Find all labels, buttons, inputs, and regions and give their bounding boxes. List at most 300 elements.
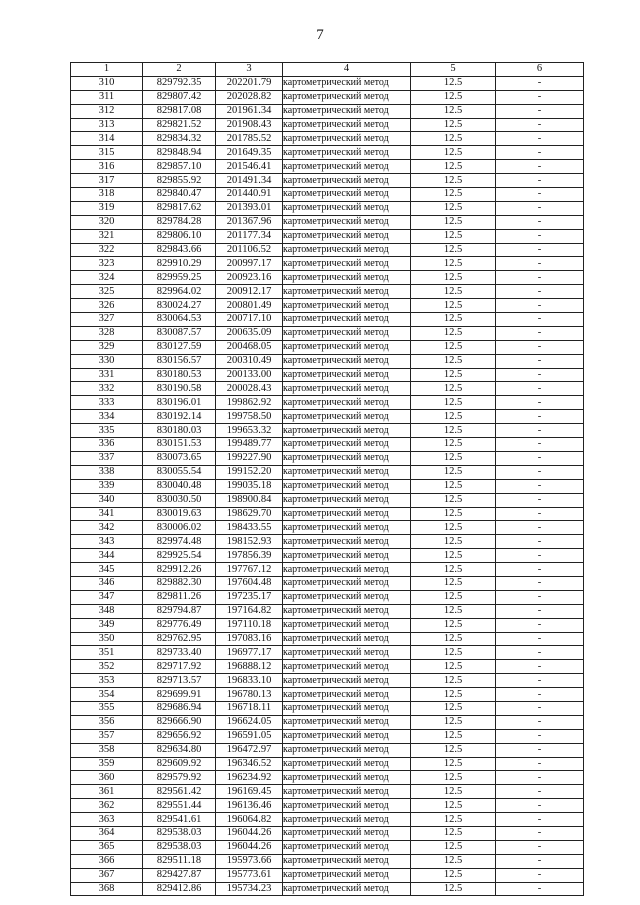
point-number-cell: 317 xyxy=(71,174,143,188)
table-row xyxy=(71,160,584,174)
y-coordinate-cell: 201440.91 xyxy=(216,188,283,202)
x-coordinate-cell: 829686.94 xyxy=(143,701,216,715)
x-coordinate-cell: 830073.65 xyxy=(143,451,216,465)
column-header: 1 xyxy=(71,63,143,77)
point-number-cell: 324 xyxy=(71,271,143,285)
x-coordinate-cell: 829811.26 xyxy=(143,590,216,604)
note-cell: - xyxy=(496,340,584,354)
table-row xyxy=(71,507,584,521)
note-cell: - xyxy=(496,729,584,743)
point-number-cell: 351 xyxy=(71,646,143,660)
x-coordinate-cell: 829855.92 xyxy=(143,174,216,188)
table-row xyxy=(71,410,584,424)
accuracy-cell: 12.5 xyxy=(411,76,496,90)
y-coordinate-cell: 201177.34 xyxy=(216,229,283,243)
note-cell: - xyxy=(496,271,584,285)
point-number-cell: 319 xyxy=(71,201,143,215)
point-number-cell: 344 xyxy=(71,549,143,563)
y-coordinate-cell: 197110.18 xyxy=(216,618,283,632)
note-cell: - xyxy=(496,840,584,854)
note-cell: - xyxy=(496,493,584,507)
method-cell: картометрический метод xyxy=(283,854,411,868)
accuracy-cell: 12.5 xyxy=(411,215,496,229)
x-coordinate-cell: 829538.03 xyxy=(143,840,216,854)
table-row xyxy=(71,424,584,438)
note-cell: - xyxy=(496,632,584,646)
x-coordinate-cell: 829807.42 xyxy=(143,90,216,104)
note-cell: - xyxy=(496,507,584,521)
accuracy-cell: 12.5 xyxy=(411,118,496,132)
method-cell: картометрический метод xyxy=(283,76,411,90)
accuracy-cell: 12.5 xyxy=(411,271,496,285)
accuracy-cell: 12.5 xyxy=(411,660,496,674)
x-coordinate-cell: 829857.10 xyxy=(143,160,216,174)
accuracy-cell: 12.5 xyxy=(411,368,496,382)
point-number-cell: 343 xyxy=(71,535,143,549)
method-cell: картометрический метод xyxy=(283,799,411,813)
accuracy-cell: 12.5 xyxy=(411,507,496,521)
accuracy-cell: 12.5 xyxy=(411,465,496,479)
x-coordinate-cell: 830180.03 xyxy=(143,424,216,438)
column-header: 5 xyxy=(411,63,496,77)
y-coordinate-cell: 196472.97 xyxy=(216,743,283,757)
point-number-cell: 314 xyxy=(71,132,143,146)
note-cell: - xyxy=(496,118,584,132)
x-coordinate-cell: 829733.40 xyxy=(143,646,216,660)
y-coordinate-cell: 199862.92 xyxy=(216,396,283,410)
accuracy-cell: 12.5 xyxy=(411,479,496,493)
accuracy-cell: 12.5 xyxy=(411,132,496,146)
point-number-cell: 327 xyxy=(71,313,143,327)
point-number-cell: 345 xyxy=(71,563,143,577)
y-coordinate-cell: 198433.55 xyxy=(216,521,283,535)
method-cell: картометрический метод xyxy=(283,326,411,340)
point-number-cell: 356 xyxy=(71,715,143,729)
table-row xyxy=(71,785,584,799)
table-row xyxy=(71,257,584,271)
y-coordinate-cell: 196044.26 xyxy=(216,826,283,840)
table-row xyxy=(71,368,584,382)
note-cell: - xyxy=(496,104,584,118)
x-coordinate-cell: 829792.35 xyxy=(143,76,216,90)
y-coordinate-cell: 200997.17 xyxy=(216,257,283,271)
note-cell: - xyxy=(496,535,584,549)
y-coordinate-cell: 199152.20 xyxy=(216,465,283,479)
table-row xyxy=(71,521,584,535)
method-cell: картометрический метод xyxy=(283,160,411,174)
note-cell: - xyxy=(496,882,584,896)
accuracy-cell: 12.5 xyxy=(411,688,496,702)
point-number-cell: 365 xyxy=(71,840,143,854)
y-coordinate-cell: 196044.26 xyxy=(216,840,283,854)
y-coordinate-cell: 201649.35 xyxy=(216,146,283,160)
y-coordinate-cell: 199227.90 xyxy=(216,451,283,465)
accuracy-cell: 12.5 xyxy=(411,243,496,257)
accuracy-cell: 12.5 xyxy=(411,188,496,202)
table-row xyxy=(71,813,584,827)
accuracy-cell: 12.5 xyxy=(411,340,496,354)
method-cell: картометрический метод xyxy=(283,674,411,688)
y-coordinate-cell: 196591.05 xyxy=(216,729,283,743)
accuracy-cell: 12.5 xyxy=(411,618,496,632)
point-number-cell: 321 xyxy=(71,229,143,243)
point-number-cell: 367 xyxy=(71,868,143,882)
point-number-cell: 358 xyxy=(71,743,143,757)
point-number-cell: 320 xyxy=(71,215,143,229)
method-cell: картометрический метод xyxy=(283,215,411,229)
table-row xyxy=(71,646,584,660)
method-cell: картометрический метод xyxy=(283,368,411,382)
column-header: 4 xyxy=(283,63,411,77)
column-header: 3 xyxy=(216,63,283,77)
note-cell: - xyxy=(496,757,584,771)
method-cell: картометрический метод xyxy=(283,785,411,799)
point-number-cell: 330 xyxy=(71,354,143,368)
point-number-cell: 310 xyxy=(71,76,143,90)
accuracy-cell: 12.5 xyxy=(411,326,496,340)
table-body xyxy=(71,76,584,896)
method-cell: картометрический метод xyxy=(283,729,411,743)
accuracy-cell: 12.5 xyxy=(411,160,496,174)
point-number-cell: 340 xyxy=(71,493,143,507)
method-cell: картометрический метод xyxy=(283,757,411,771)
table-row xyxy=(71,826,584,840)
note-cell: - xyxy=(496,215,584,229)
note-cell: - xyxy=(496,313,584,327)
point-number-cell: 346 xyxy=(71,576,143,590)
x-coordinate-cell: 830127.59 xyxy=(143,340,216,354)
table-row xyxy=(71,604,584,618)
y-coordinate-cell: 197767.12 xyxy=(216,563,283,577)
x-coordinate-cell: 829699.91 xyxy=(143,688,216,702)
note-cell: - xyxy=(496,771,584,785)
method-cell: картометрический метод xyxy=(283,563,411,577)
accuracy-cell: 12.5 xyxy=(411,715,496,729)
table-row xyxy=(71,729,584,743)
method-cell: картометрический метод xyxy=(283,354,411,368)
table-row xyxy=(71,549,584,563)
table-row xyxy=(71,326,584,340)
point-number-cell: 323 xyxy=(71,257,143,271)
table-row xyxy=(71,132,584,146)
point-number-cell: 350 xyxy=(71,632,143,646)
method-cell: картометрический метод xyxy=(283,229,411,243)
note-cell: - xyxy=(496,618,584,632)
method-cell: картометрический метод xyxy=(283,604,411,618)
x-coordinate-cell: 829666.90 xyxy=(143,715,216,729)
x-coordinate-cell: 829776.49 xyxy=(143,618,216,632)
note-cell: - xyxy=(496,451,584,465)
note-cell: - xyxy=(496,76,584,90)
x-coordinate-cell: 829579.92 xyxy=(143,771,216,785)
note-cell: - xyxy=(496,674,584,688)
table-row xyxy=(71,340,584,354)
y-coordinate-cell: 200468.05 xyxy=(216,340,283,354)
method-cell: картометрический метод xyxy=(283,396,411,410)
accuracy-cell: 12.5 xyxy=(411,354,496,368)
point-number-cell: 355 xyxy=(71,701,143,715)
method-cell: картометрический метод xyxy=(283,313,411,327)
y-coordinate-cell: 199035.18 xyxy=(216,479,283,493)
x-coordinate-cell: 829834.32 xyxy=(143,132,216,146)
accuracy-cell: 12.5 xyxy=(411,424,496,438)
y-coordinate-cell: 195773.61 xyxy=(216,868,283,882)
accuracy-cell: 12.5 xyxy=(411,840,496,854)
method-cell: картометрический метод xyxy=(283,771,411,785)
method-cell: картометрический метод xyxy=(283,826,411,840)
table-row xyxy=(71,285,584,299)
note-cell: - xyxy=(496,368,584,382)
y-coordinate-cell: 200635.09 xyxy=(216,326,283,340)
accuracy-cell: 12.5 xyxy=(411,535,496,549)
accuracy-cell: 12.5 xyxy=(411,674,496,688)
note-cell: - xyxy=(496,188,584,202)
column-header: 2 xyxy=(143,63,216,77)
table-row xyxy=(71,688,584,702)
y-coordinate-cell: 197604.48 xyxy=(216,576,283,590)
method-cell: картометрический метод xyxy=(283,243,411,257)
table-row xyxy=(71,493,584,507)
y-coordinate-cell: 200310.49 xyxy=(216,354,283,368)
note-cell: - xyxy=(496,590,584,604)
accuracy-cell: 12.5 xyxy=(411,604,496,618)
y-coordinate-cell: 199758.50 xyxy=(216,410,283,424)
y-coordinate-cell: 196346.52 xyxy=(216,757,283,771)
accuracy-cell: 12.5 xyxy=(411,229,496,243)
note-cell: - xyxy=(496,229,584,243)
table-row xyxy=(71,174,584,188)
x-coordinate-cell: 829656.92 xyxy=(143,729,216,743)
accuracy-cell: 12.5 xyxy=(411,313,496,327)
y-coordinate-cell: 201785.52 xyxy=(216,132,283,146)
accuracy-cell: 12.5 xyxy=(411,382,496,396)
method-cell: картометрический метод xyxy=(283,410,411,424)
y-coordinate-cell: 200801.49 xyxy=(216,299,283,313)
point-number-cell: 316 xyxy=(71,160,143,174)
method-cell: картометрический метод xyxy=(283,201,411,215)
table-row xyxy=(71,451,584,465)
note-cell: - xyxy=(496,743,584,757)
x-coordinate-cell: 829609.92 xyxy=(143,757,216,771)
x-coordinate-cell: 830030.50 xyxy=(143,493,216,507)
table-row xyxy=(71,396,584,410)
accuracy-cell: 12.5 xyxy=(411,799,496,813)
x-coordinate-cell: 829412.86 xyxy=(143,882,216,896)
x-coordinate-cell: 829561.42 xyxy=(143,785,216,799)
x-coordinate-cell: 829817.62 xyxy=(143,201,216,215)
table-header-row xyxy=(71,63,584,77)
note-cell: - xyxy=(496,868,584,882)
point-number-cell: 353 xyxy=(71,674,143,688)
point-number-cell: 357 xyxy=(71,729,143,743)
table-row xyxy=(71,465,584,479)
note-cell: - xyxy=(496,257,584,271)
point-number-cell: 368 xyxy=(71,882,143,896)
table-row xyxy=(71,118,584,132)
table-row xyxy=(71,229,584,243)
table-row xyxy=(71,840,584,854)
x-coordinate-cell: 829538.03 xyxy=(143,826,216,840)
table-row xyxy=(71,868,584,882)
point-number-cell: 337 xyxy=(71,451,143,465)
method-cell: картометрический метод xyxy=(283,118,411,132)
y-coordinate-cell: 199489.77 xyxy=(216,438,283,452)
x-coordinate-cell: 830180.53 xyxy=(143,368,216,382)
method-cell: картометрический метод xyxy=(283,868,411,882)
y-coordinate-cell: 199653.32 xyxy=(216,424,283,438)
y-coordinate-cell: 196624.05 xyxy=(216,715,283,729)
method-cell: картометрический метод xyxy=(283,632,411,646)
x-coordinate-cell: 830192.14 xyxy=(143,410,216,424)
note-cell: - xyxy=(496,785,584,799)
note-cell: - xyxy=(496,424,584,438)
x-coordinate-cell: 829551.44 xyxy=(143,799,216,813)
x-coordinate-cell: 830151.53 xyxy=(143,438,216,452)
accuracy-cell: 12.5 xyxy=(411,104,496,118)
point-number-cell: 325 xyxy=(71,285,143,299)
note-cell: - xyxy=(496,604,584,618)
x-coordinate-cell: 829634.80 xyxy=(143,743,216,757)
accuracy-cell: 12.5 xyxy=(411,563,496,577)
accuracy-cell: 12.5 xyxy=(411,493,496,507)
table-row xyxy=(71,354,584,368)
note-cell: - xyxy=(496,410,584,424)
x-coordinate-cell: 829959.25 xyxy=(143,271,216,285)
method-cell: картометрический метод xyxy=(283,535,411,549)
point-number-cell: 348 xyxy=(71,604,143,618)
table-row xyxy=(71,299,584,313)
method-cell: картометрический метод xyxy=(283,479,411,493)
x-coordinate-cell: 829821.52 xyxy=(143,118,216,132)
note-cell: - xyxy=(496,465,584,479)
note-cell: - xyxy=(496,438,584,452)
x-coordinate-cell: 830087.57 xyxy=(143,326,216,340)
accuracy-cell: 12.5 xyxy=(411,701,496,715)
table-row xyxy=(71,479,584,493)
method-cell: картометрический метод xyxy=(283,299,411,313)
note-cell: - xyxy=(496,576,584,590)
accuracy-cell: 12.5 xyxy=(411,201,496,215)
table-row xyxy=(71,632,584,646)
x-coordinate-cell: 829925.54 xyxy=(143,549,216,563)
point-number-cell: 331 xyxy=(71,368,143,382)
note-cell: - xyxy=(496,132,584,146)
x-coordinate-cell: 829817.08 xyxy=(143,104,216,118)
y-coordinate-cell: 201546.41 xyxy=(216,160,283,174)
x-coordinate-cell: 829784.28 xyxy=(143,215,216,229)
x-coordinate-cell: 830019.63 xyxy=(143,507,216,521)
y-coordinate-cell: 202028.82 xyxy=(216,90,283,104)
y-coordinate-cell: 201106.52 xyxy=(216,243,283,257)
x-coordinate-cell: 830006.02 xyxy=(143,521,216,535)
x-coordinate-cell: 829511.18 xyxy=(143,854,216,868)
accuracy-cell: 12.5 xyxy=(411,868,496,882)
y-coordinate-cell: 196234.92 xyxy=(216,771,283,785)
method-cell: картометрический метод xyxy=(283,701,411,715)
table-row xyxy=(71,701,584,715)
point-number-cell: 339 xyxy=(71,479,143,493)
y-coordinate-cell: 196977.17 xyxy=(216,646,283,660)
column-header: 6 xyxy=(496,63,584,77)
note-cell: - xyxy=(496,715,584,729)
point-number-cell: 363 xyxy=(71,813,143,827)
accuracy-cell: 12.5 xyxy=(411,882,496,896)
accuracy-cell: 12.5 xyxy=(411,257,496,271)
table-row xyxy=(71,590,584,604)
y-coordinate-cell: 198629.70 xyxy=(216,507,283,521)
y-coordinate-cell: 198900.84 xyxy=(216,493,283,507)
point-number-cell: 354 xyxy=(71,688,143,702)
x-coordinate-cell: 829910.29 xyxy=(143,257,216,271)
accuracy-cell: 12.5 xyxy=(411,451,496,465)
method-cell: картометрический метод xyxy=(283,174,411,188)
note-cell: - xyxy=(496,299,584,313)
note-cell: - xyxy=(496,521,584,535)
table-row xyxy=(71,854,584,868)
accuracy-cell: 12.5 xyxy=(411,549,496,563)
table-row xyxy=(71,104,584,118)
accuracy-cell: 12.5 xyxy=(411,174,496,188)
table-row xyxy=(71,618,584,632)
y-coordinate-cell: 196064.82 xyxy=(216,813,283,827)
method-cell: картометрический метод xyxy=(283,271,411,285)
point-number-cell: 364 xyxy=(71,826,143,840)
note-cell: - xyxy=(496,146,584,160)
method-cell: картометрический метод xyxy=(283,813,411,827)
method-cell: картометрический метод xyxy=(283,451,411,465)
note-cell: - xyxy=(496,174,584,188)
x-coordinate-cell: 830064.53 xyxy=(143,313,216,327)
point-number-cell: 313 xyxy=(71,118,143,132)
method-cell: картометрический метод xyxy=(283,576,411,590)
y-coordinate-cell: 201491.34 xyxy=(216,174,283,188)
method-cell: картометрический метод xyxy=(283,132,411,146)
method-cell: картометрический метод xyxy=(283,382,411,396)
accuracy-cell: 12.5 xyxy=(411,576,496,590)
x-coordinate-cell: 830040.48 xyxy=(143,479,216,493)
table-row xyxy=(71,243,584,257)
table-row xyxy=(71,438,584,452)
method-cell: картометрический метод xyxy=(283,493,411,507)
table-row xyxy=(71,771,584,785)
y-coordinate-cell: 196833.10 xyxy=(216,674,283,688)
table-row xyxy=(71,757,584,771)
note-cell: - xyxy=(496,243,584,257)
y-coordinate-cell: 202201.79 xyxy=(216,76,283,90)
accuracy-cell: 12.5 xyxy=(411,299,496,313)
x-coordinate-cell: 830024.27 xyxy=(143,299,216,313)
accuracy-cell: 12.5 xyxy=(411,410,496,424)
note-cell: - xyxy=(496,354,584,368)
table-row xyxy=(71,146,584,160)
table-row xyxy=(71,674,584,688)
accuracy-cell: 12.5 xyxy=(411,285,496,299)
table-row xyxy=(71,660,584,674)
y-coordinate-cell: 196780.13 xyxy=(216,688,283,702)
y-coordinate-cell: 200923.16 xyxy=(216,271,283,285)
point-number-cell: 349 xyxy=(71,618,143,632)
point-number-cell: 322 xyxy=(71,243,143,257)
x-coordinate-cell: 829912.26 xyxy=(143,563,216,577)
page-number: 7 xyxy=(316,27,324,43)
accuracy-cell: 12.5 xyxy=(411,785,496,799)
note-cell: - xyxy=(496,201,584,215)
point-number-cell: 347 xyxy=(71,590,143,604)
method-cell: картометрический метод xyxy=(283,424,411,438)
method-cell: картометрический метод xyxy=(283,340,411,354)
note-cell: - xyxy=(496,382,584,396)
y-coordinate-cell: 201393.01 xyxy=(216,201,283,215)
